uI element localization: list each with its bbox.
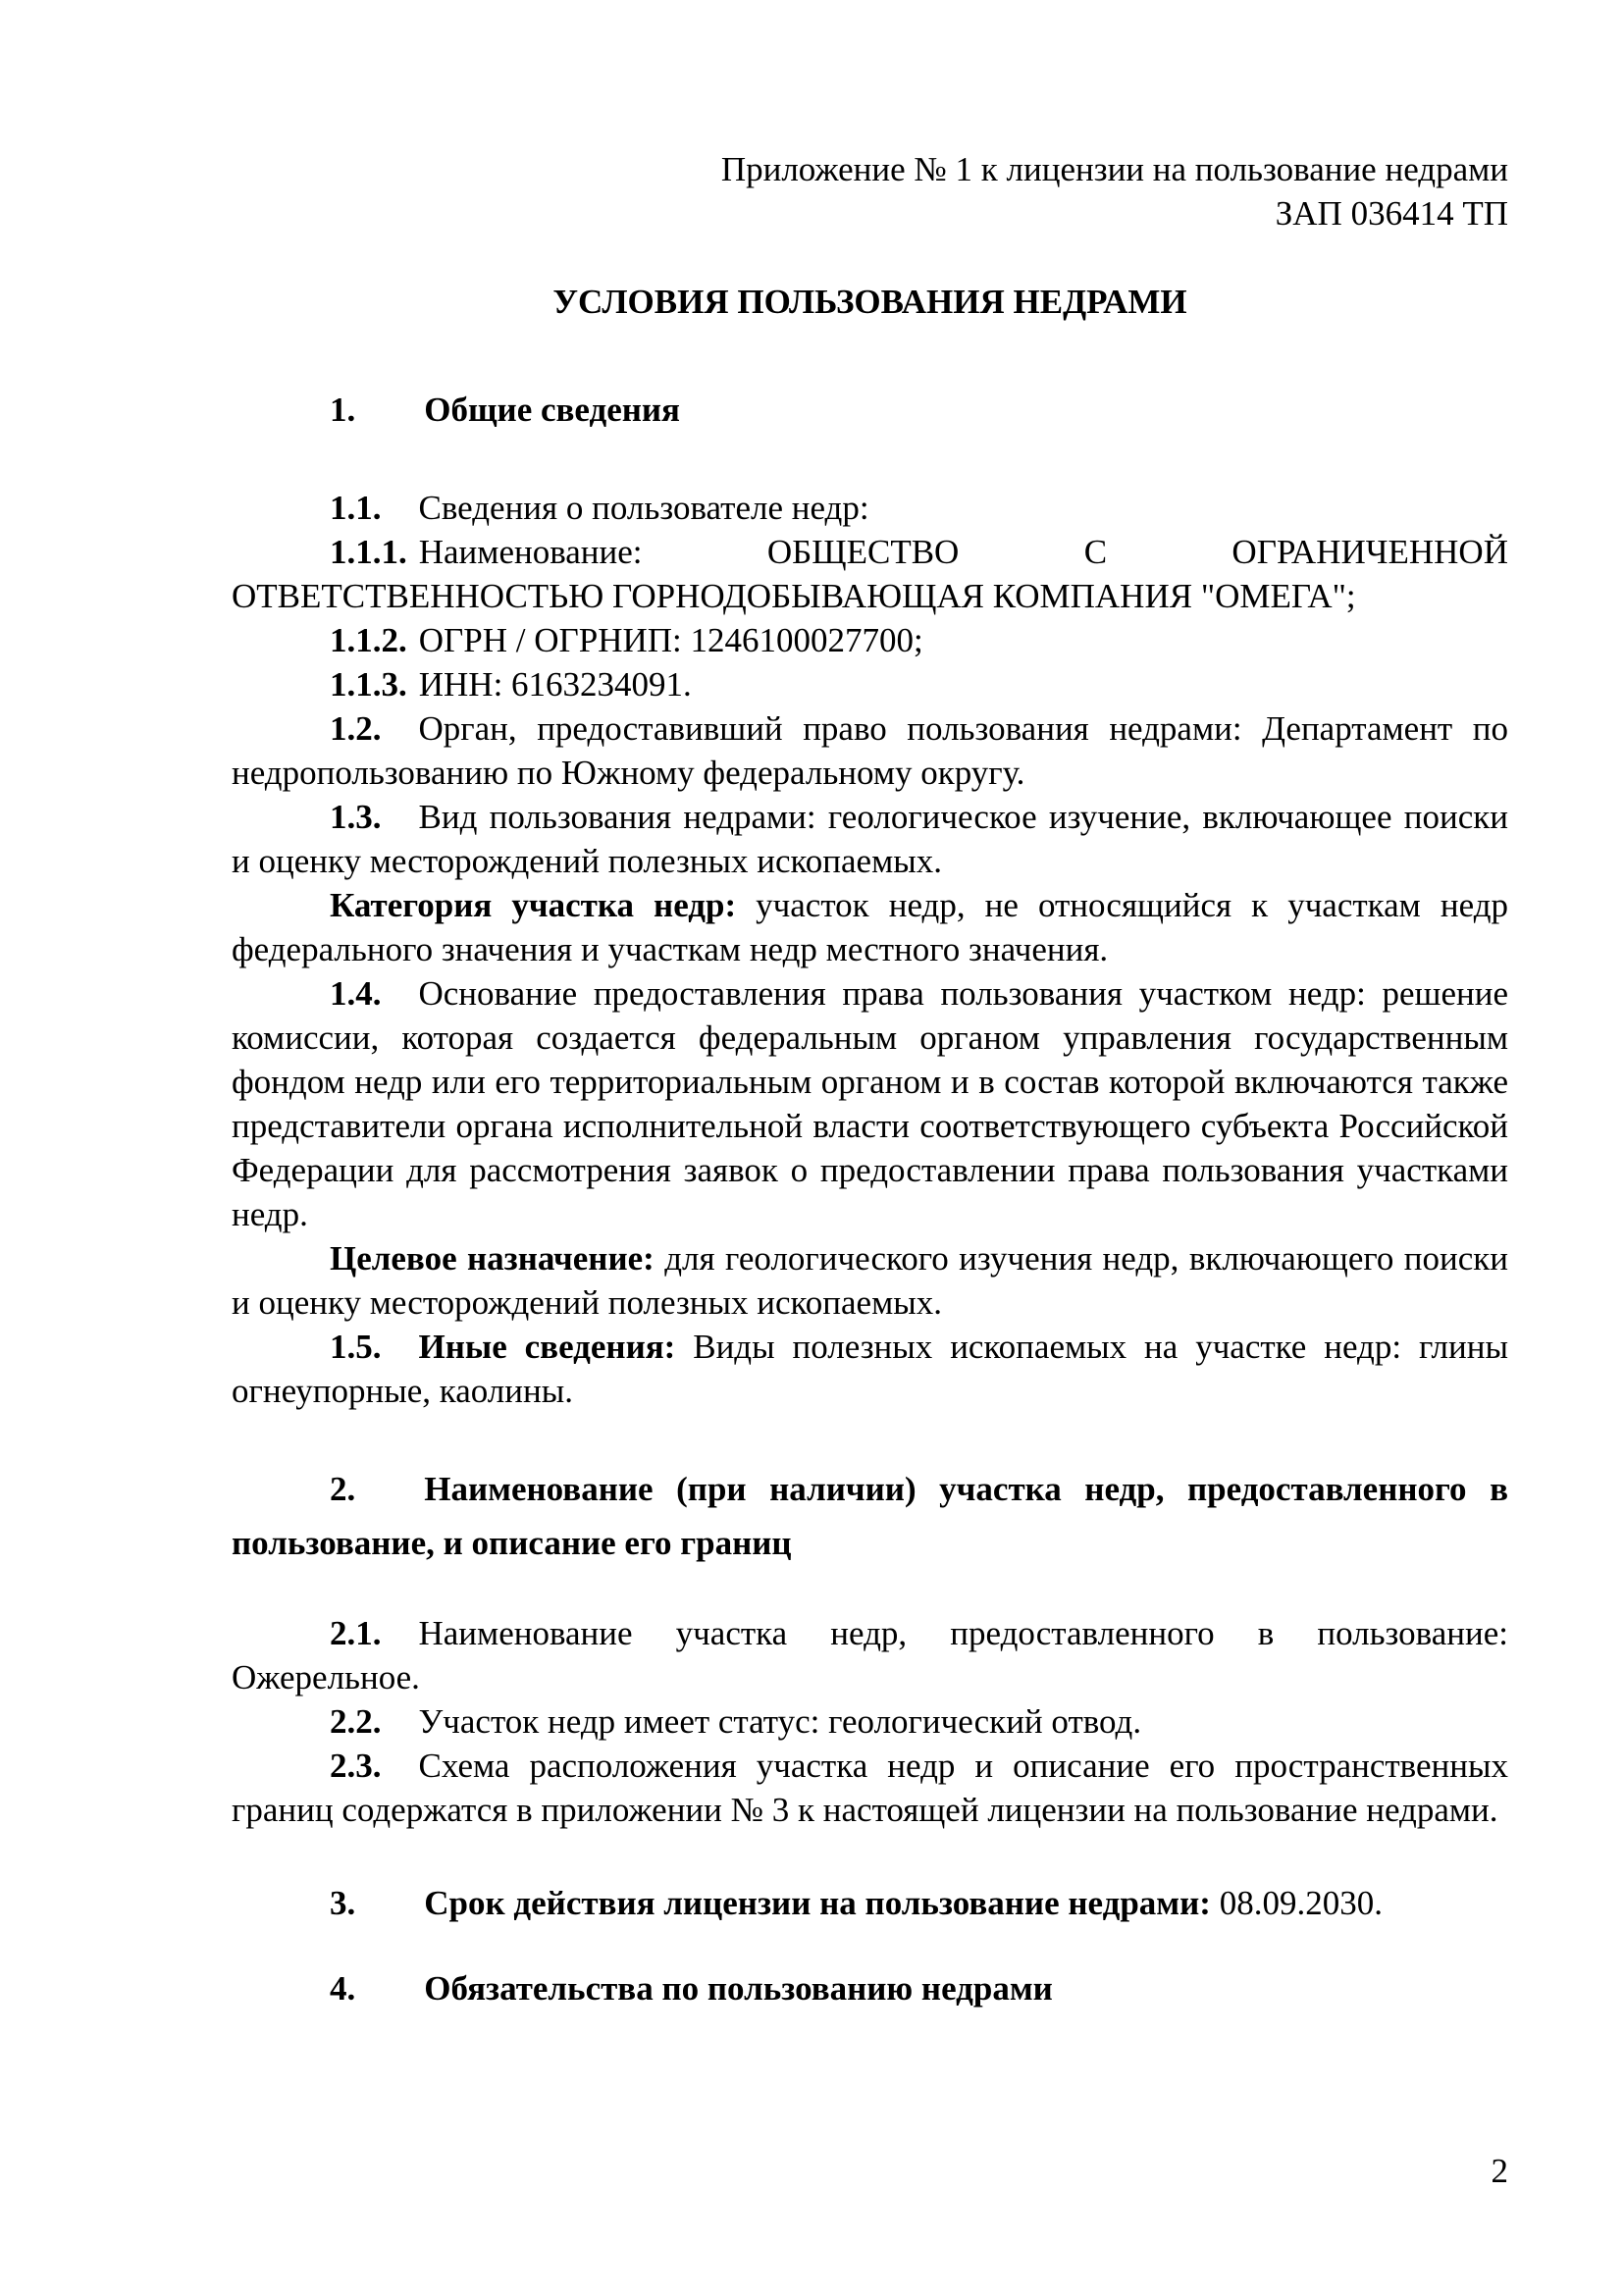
section-2-number: 2. — [330, 1470, 356, 1508]
clause-text: Орган, предоставивший право пользования недрами: Департамент по недропользованию по Южному федеральному округу. — [232, 709, 1508, 792]
clause-1-1-1 — [232, 530, 1508, 618]
clause-2-2 — [232, 1699, 1508, 1744]
clause-number: 2.3. — [330, 1747, 382, 1785]
section-4-number: 4. — [330, 1969, 356, 2008]
clause-purpose — [232, 1236, 1508, 1325]
license-number: ЗАП 036414 ТП — [1275, 194, 1508, 233]
section-2-body — [232, 1611, 1508, 1832]
clause-text: Вид пользования недрами: геологическое изучение, включающее поиски и оценку месторождений полезных ископаемых. — [232, 798, 1508, 880]
section-4-heading — [232, 1961, 1508, 2015]
clause-number: 1.3. — [330, 798, 382, 836]
section-2-title: Наименование (при наличии) участка недр, предоставленного в пользование, и описание его границ — [232, 1470, 1508, 1562]
clause-label: Целевое назначение: — [330, 1239, 655, 1278]
section-2-heading — [232, 1462, 1508, 1570]
clause-number: 2.2. — [330, 1702, 382, 1741]
clause-1-2 — [232, 706, 1508, 795]
clause-1-5 — [232, 1325, 1508, 1413]
clause-1-1-2 — [232, 618, 1508, 662]
clause-text: Виды полезных ископаемых на участке недр: глины огнеупорные, каолины. — [232, 1328, 1508, 1410]
clause-label: Иные сведения: — [418, 1328, 676, 1366]
clause-label: Категория участка недр: — [330, 886, 737, 924]
section-3-number: 3. — [330, 1884, 356, 1922]
license-expiry-date: 08.09.2030. — [1219, 1884, 1383, 1922]
clause-number: 1.2. — [330, 709, 382, 748]
section-1-heading — [232, 383, 1508, 437]
clause-text: Наименование участка недр, предоставленного в пользование: Ожерельное. — [232, 1614, 1508, 1696]
clause-1-1-3 — [232, 662, 1508, 706]
appendix-header — [232, 147, 1508, 235]
clause-number: 1.1.3. — [330, 665, 407, 704]
clause-1-4 — [232, 971, 1508, 1236]
clause-text: ИНН: 6163234091. — [418, 665, 692, 704]
clause-category — [232, 883, 1508, 971]
clause-text: для геологического изучения недр, включающего поиски и оценку месторождений полезных ископаемых. — [232, 1239, 1509, 1322]
clause-2-3 — [232, 1744, 1508, 1832]
page-number: 2 — [1491, 2152, 1508, 2190]
clause-number: 1.1. — [330, 489, 382, 527]
section-1-title: Общие сведения — [424, 391, 680, 429]
clause-text: Сведения о пользователе недр: — [418, 489, 869, 527]
clause-1-3 — [232, 795, 1508, 883]
section-3-heading — [232, 1876, 1508, 1930]
clause-2-1 — [232, 1611, 1508, 1699]
clause-number: 1.5. — [330, 1328, 382, 1366]
clause-number: 1.4. — [330, 974, 382, 1013]
appendix-header-line1: Приложение № 1 к лицензии на пользование недрами — [720, 150, 1508, 188]
section-4-title: Обязательства по пользованию недрами — [424, 1969, 1053, 2008]
clause-number: 2.1. — [330, 1614, 382, 1652]
clause-text: участок недр, не относящийся к участкам недр федерального значения и участкам недр местного значения. — [232, 886, 1508, 968]
section-1-body — [232, 486, 1508, 1413]
clause-text: Основание предоставления права пользования участком недр: решение комиссии, которая создается федеральным органом управления государственным фондом недр или его территориальным органом и в состав которой включаются также представители органа исполнительной власти соответствующего субъекта Российской Федерации для рассмотрения заявок о предоставлении права пользования участками недр. — [232, 974, 1508, 1233]
clause-text: Наименование: ОБЩЕСТВО С ОГРАНИЧЕННОЙ ОТВЕТСТВЕННОСТЬЮ ГОРНОДОБЫВАЮЩАЯ КОМПАНИЯ "ОМЕГА"; — [232, 533, 1508, 615]
clause-number: 1.1.2. — [330, 621, 407, 659]
section-3-title: Срок действия лицензии на пользование недрами: — [424, 1884, 1211, 1922]
clause-text: ОГРН / ОГРНИП: 1246100027700; — [418, 621, 923, 659]
document-title: УСЛОВИЯ ПОЛЬЗОВАНИЯ НЕДРАМИ — [552, 283, 1187, 321]
clause-text: Схема расположения участка недр и описание его пространственных границ содержатся в приложении № 3 к настоящей лицензии на пользование недрами. — [232, 1747, 1508, 1829]
section-1-number: 1. — [330, 391, 356, 429]
clause-text: Участок недр имеет статус: геологический отвод. — [418, 1702, 1142, 1741]
clause-number: 1.1.1. — [330, 533, 407, 571]
clause-1-1 — [232, 486, 1508, 530]
